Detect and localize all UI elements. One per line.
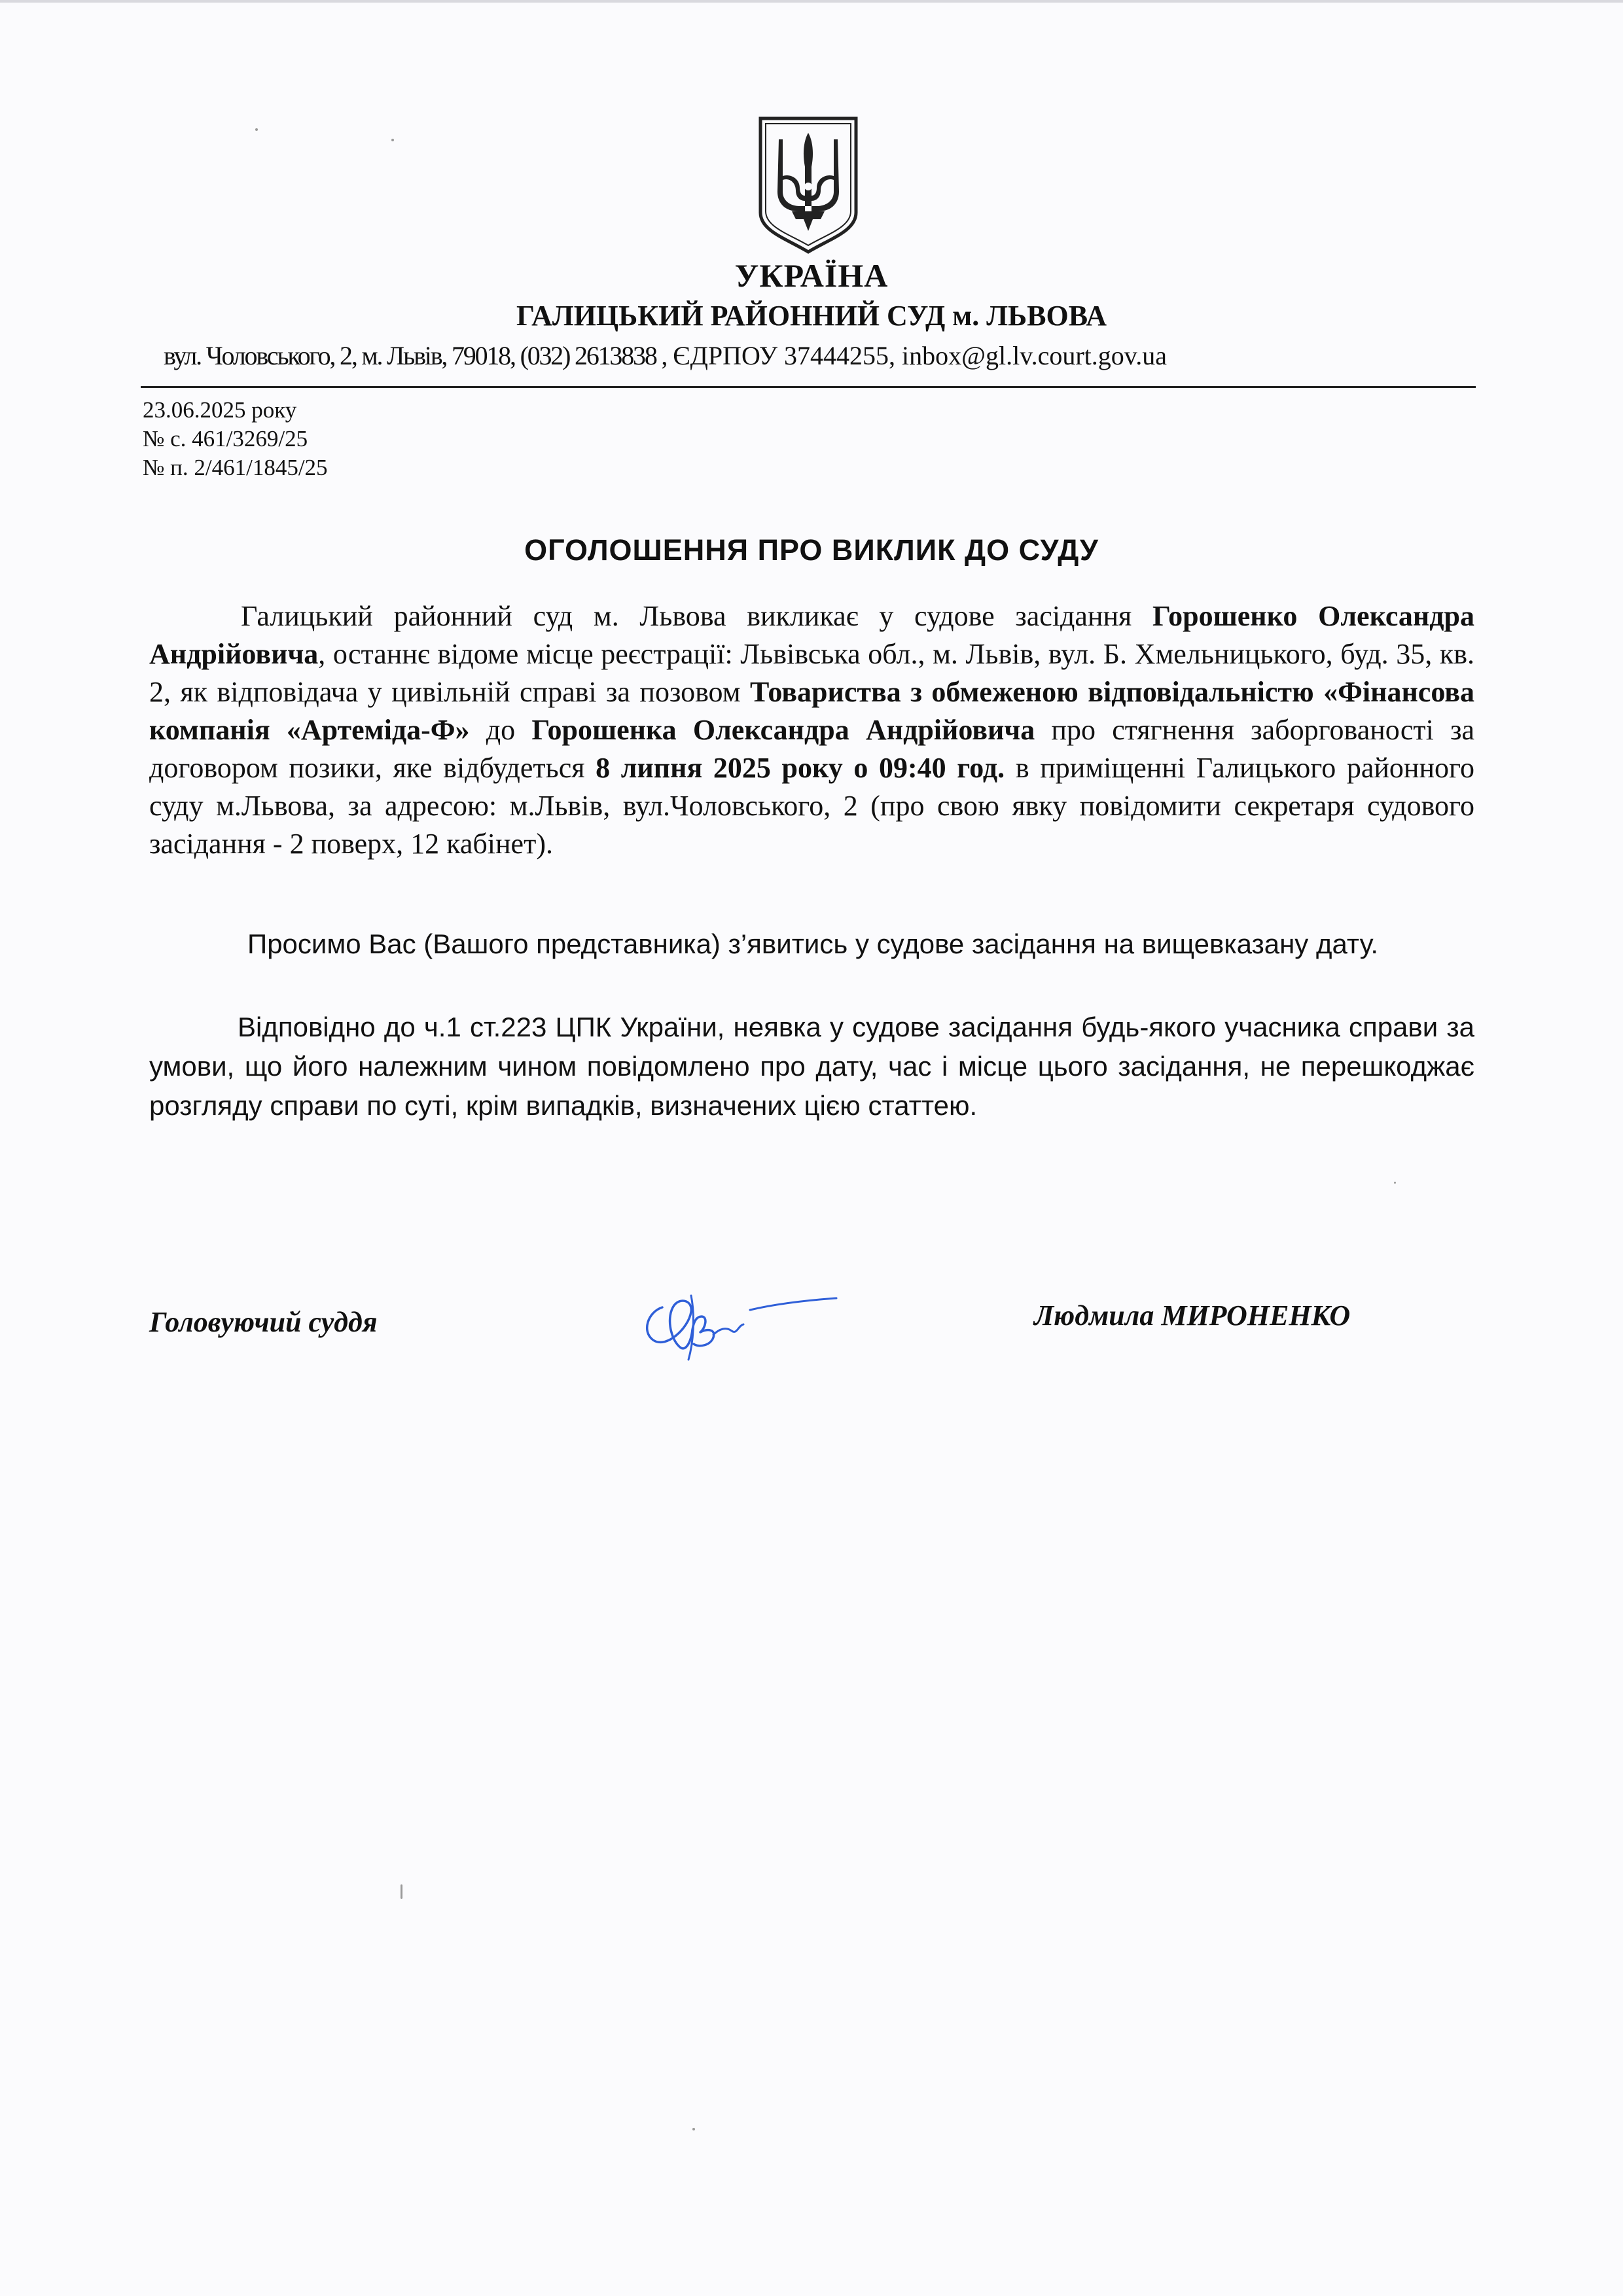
judge-name: Людмила МИРОНЕНКО <box>1034 1299 1351 1332</box>
court-address-codes: ЄДРПОУ 37444255, inbox@gl.lv.court.gov.ua <box>673 341 1167 370</box>
case-number: № с. 461/3269/25 <box>143 426 308 451</box>
document-meta <box>143 396 328 482</box>
court-address <box>164 340 1472 371</box>
plaintiff-name: Товариства з обмеженою відповідальністю «Фінансова компанія «Артеміда-Ф» <box>149 676 1474 746</box>
handwritten-signature <box>628 1276 844 1368</box>
scan-top-edge <box>0 0 1623 3</box>
scan-speck <box>692 2128 695 2130</box>
document-title: ОГОЛОШЕННЯ ПРО ВИКЛИК ДО СУДУ <box>524 533 1099 567</box>
header-court-name: ГАЛИЦЬКИЙ РАЙОННИЙ СУД м. ЛЬВОВА <box>516 300 1107 332</box>
defendant-name-genitive: Горошенка Олександра Андрійовича <box>531 714 1035 746</box>
paragraph-legal-note: Відповідно до ч.1 ст.223 ЦПК України, неявка у судове засідання будь-якого учасника справи за умови, що його належним чином повідомлено про дату, час і місце цього засідання, не перешкоджає розгляду справи по суті, крім випадків, визначених цією статтею. <box>149 1012 1474 1121</box>
header-country: УКРАЇНА <box>734 257 889 294</box>
p1-text-3: до <box>469 714 532 746</box>
coat-of-arms-icon <box>753 115 864 255</box>
p1-text-4: про стягнення заборгованості за договором позики, яке відбудеться <box>149 714 1474 784</box>
p1-text-5: в приміщенні Галицького районного суду м.Львова, за адресою: м.Львів, вул.Чоловського, 2 (про свою явку повідомити секретаря судового засідання - 2 поверх, 12 кабінет). <box>149 752 1474 860</box>
header-divider <box>141 386 1476 388</box>
proceeding-number: № п. 2/461/1845/25 <box>143 455 328 480</box>
scan-speck <box>391 139 394 141</box>
document-date: 23.06.2025 року <box>143 397 297 423</box>
scan-speck <box>401 1884 402 1899</box>
p1-text-1: Галицький районний суд м. Львова викликає у судове засідання <box>241 600 1153 632</box>
scan-speck <box>255 128 258 131</box>
paragraph-request: Просимо Вас (Вашого представника) з’явитись у судове засідання на вищевказану дату. <box>247 928 1379 959</box>
defendant-name: Горошенко Олександра Андрійовича <box>149 600 1474 670</box>
signature-role: Головуючий суддя <box>149 1306 378 1338</box>
p1-text-2: , останнє відоме місце реєстрації: Львівська обл., м. Львів, вул. Б. Хмельницького, буд. 35, кв. 2, як відповідача у цивільній справі за позовом <box>149 638 1474 708</box>
paragraph-summons <box>149 597 1474 863</box>
court-address-street: вул. Чоловського, 2, м. Львів, 79018, (032) 2613838 , <box>164 341 667 370</box>
hearing-datetime: 8 липня 2025 року о 09:40 год. <box>596 752 1005 784</box>
scan-speck <box>1394 1182 1396 1184</box>
